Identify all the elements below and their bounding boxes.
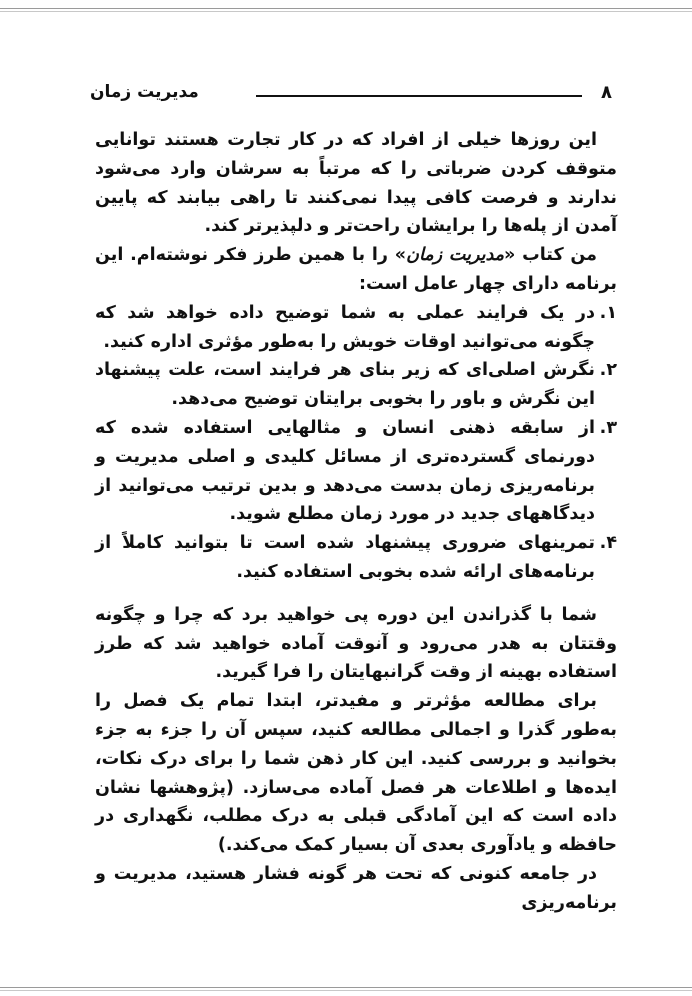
scan-edge-bottom-line [0,987,692,988]
list-item-number: ۴. [599,533,617,554]
page-number: ۸ [601,82,612,103]
list-item [95,299,617,357]
page-header [90,82,612,108]
list-item-number: ۲. [599,360,617,381]
scan-edge-bottom-line-inner [0,990,692,991]
list-item-number: ۱. [599,302,617,323]
list-item [95,529,617,587]
running-title: مدیریت زمان [90,82,199,102]
paragraph-closing: در جامعه کنونی که تحت هر گونه فشار هستید، مدیریت و برنامه‌ریزی [95,863,617,913]
header-rule [256,95,582,97]
paragraph-course-benefit: شما با گذراندن این دوره پی خواهید برد که چرا و چگونه وقتتان به هدر می‌رود و آنوقت آماده خواهید شد که طرز استفاده بهینه از وقت گرانبهایتان را فرا گیرید. [95,604,617,683]
list-item-text: تمرینهای ضروری پیشنهاد شده است تا بتوانید کاملاً از برنامه‌های ارائه شده بخوبی استفاده کنید. [95,533,595,582]
paragraph-book-intro-start: من کتاب « [504,245,597,266]
list-item [95,414,617,529]
paragraph-book-intro [95,241,617,299]
list-item-text: در یک فرایند عملی به شما توضیح داده خواهد شد که چگونه می‌توانید اوقات خویش را به‌طور مؤثری اداره کنید. [95,302,595,352]
page-body [95,126,617,918]
scan-edge-top-line-inner [0,11,692,12]
list-item [95,356,617,414]
list-item-text: نگرش اصلی‌ای که زیر بنای هر فرایند است، علت پیشنهاد این نگرش و باور را بخوبی برایتان توضیح می‌دهد. [95,360,595,410]
list-item-text: از سابقه ذهنی انسان و مثالهایی استفاده شده که دورنمای گسترده‌تری از مسائل کلیدی و اصلی مدیریت و برنامه‌ریزی زمان بدست می‌دهد و بدین ترتیب می‌توانید از دیدگاههای جدید در مورد زمان مطلع شوید. [95,417,595,525]
book-title: مدیریت زمان [406,245,505,266]
paragraph-intro: این روزها خیلی از افراد که در کار تجارت هستند توانایی متوقف کردن ضرباتی را که مرتباً به سرشان وارد می‌شود ندارند و فرصت کافی پیدا نمی‌کنند تا راهی بیابند که پایین آمدن از پله‌ها را برایشان راحت‌تر و دلپذیرتر کند. [95,130,617,237]
paragraph-gap [95,587,617,601]
paragraph-book-intro-end: » را با همین طرز فکر نوشته‌ام. این برنامه دارای چهار عامل است: [95,245,617,294]
scan-edge-top-line [0,8,692,9]
paragraph-study-advice: برای مطالعه مؤثرتر و مفیدتر، ابتدا تمام یک فصل را به‌طور گذرا و اجمالی مطالعه کنید، سپس آن را جزء به جزء بخوانید و بررسی کنید. این کار ذهن شما را برای درک نکات، ایده‌ها و اطلاعات هر فصل آماده می‌سازد. (پژوهشها نشان داده است که این آمادگی قبلی به درک مطلب، نگهداری در حافظه و یادآوری بعدی آن بسیار کمک می‌کند.) [95,691,617,856]
program-elements-list [95,299,617,587]
list-item-number: ۳. [599,417,617,438]
